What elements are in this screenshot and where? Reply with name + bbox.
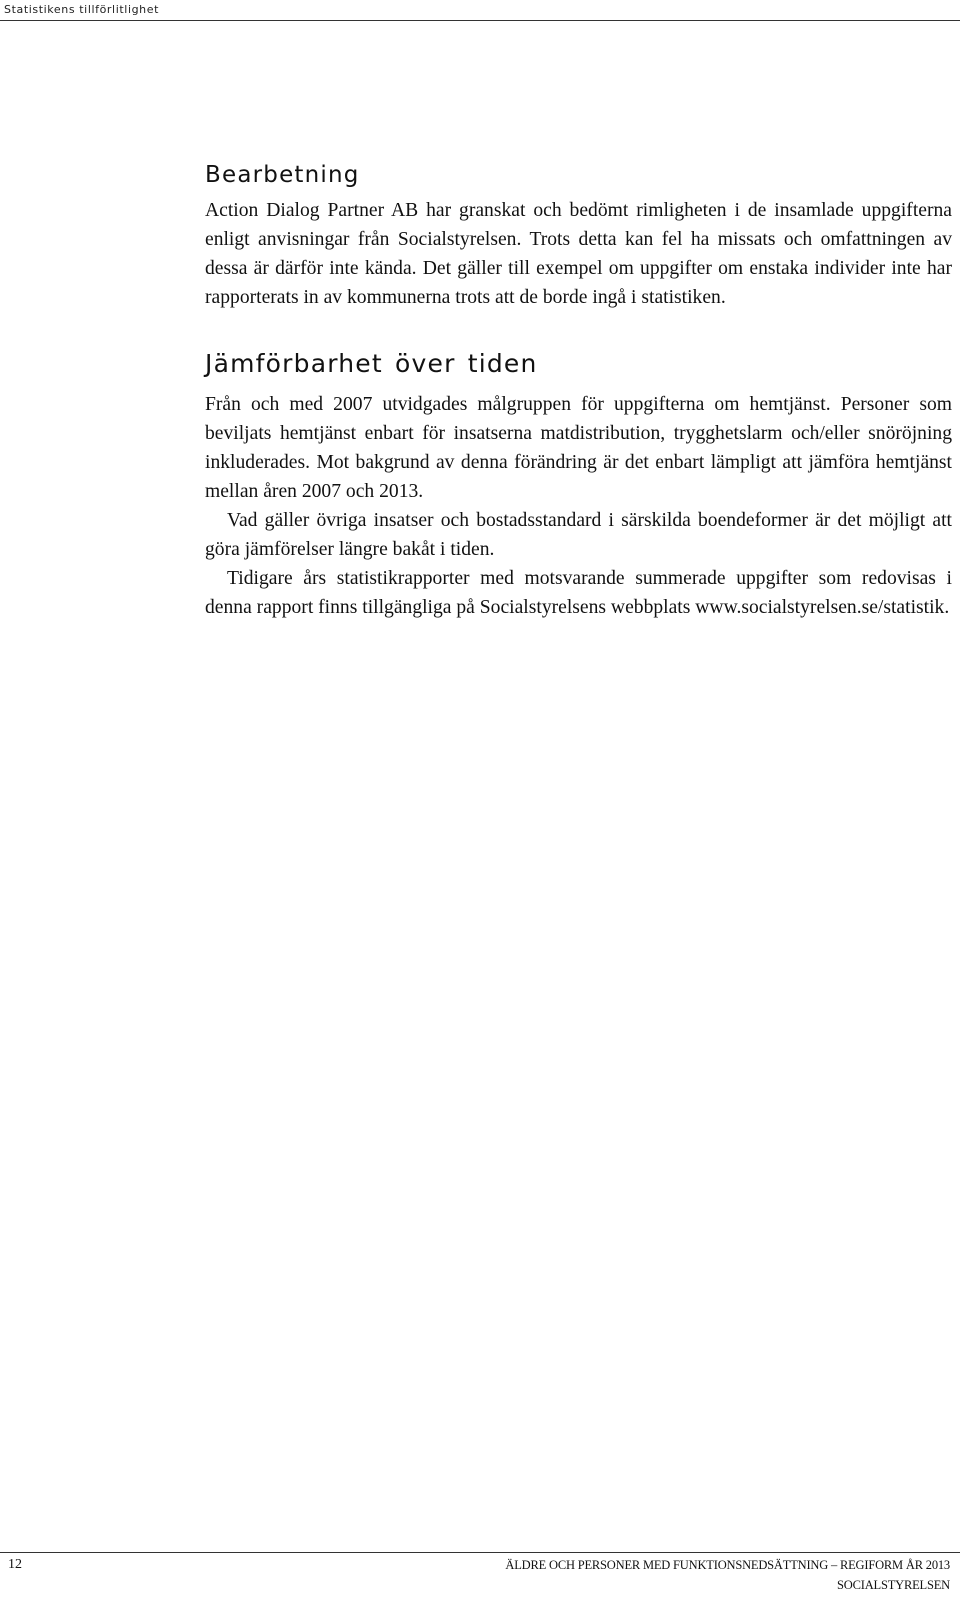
section-jamforbarhet xyxy=(205,348,952,622)
page-body xyxy=(205,160,952,622)
footer-publication-title: ÄLDRE OCH PERSONER MED FUNKTIONSNEDSÄTTNING – REGIFORM ÅR 2013 xyxy=(505,1558,950,1572)
footer-organization: SOCIALSTYRELSEN xyxy=(837,1578,950,1592)
paragraph-malgrupp: Från och med 2007 utvidgades målgruppen för uppgifterna om hemtjänst. Personer som beviljats hemtjänst enbart för insatserna matdistribution, trygghetslarm och/eller snöröjning inkluderades. Mot bakgrund av denna förändring är det enbart lämpligt att jämföra hemtjänst mellan åren 2007 och 2013. xyxy=(205,394,952,502)
running-header-title: Statistikens tillförlitlighet xyxy=(4,3,160,16)
section-bearbetning xyxy=(205,160,952,312)
footer-divider xyxy=(0,1552,960,1553)
page-number: 12 xyxy=(8,1557,22,1572)
paragraph-tidigare-rapporter: Tidigare års statistikrapporter med motsvarande summerade uppgifter som redovisas i denna rapport finns tillgängliga på Socialstyrelsens webbplats www.socialstyrelsen.se/statistik. xyxy=(205,568,952,618)
running-header xyxy=(0,0,960,21)
section-heading-jamforbarhet: Jämförbarhet över tiden xyxy=(205,349,538,378)
section-heading-bearbetning: Bearbetning xyxy=(205,162,360,188)
paragraph-ovriga-insatser: Vad gäller övriga insatser och bostadsstandard i särskilda boendeformer är det möjligt att göra jämförelser längre bakåt i tiden. xyxy=(205,510,952,560)
paragraph-bearbetning: Action Dialog Partner AB har granskat och bedömt rimligheten i de insamlade uppgifterna enligt anvisningar från Socialstyrelsen. Trots detta kan fel ha missats och omfattningen av dessa är därför inte kända. Det gäller till exempel om uppgifter om enstaka individer inte har rapporterats in av kommunerna trots att de borde ingå i statistiken. xyxy=(205,200,952,308)
